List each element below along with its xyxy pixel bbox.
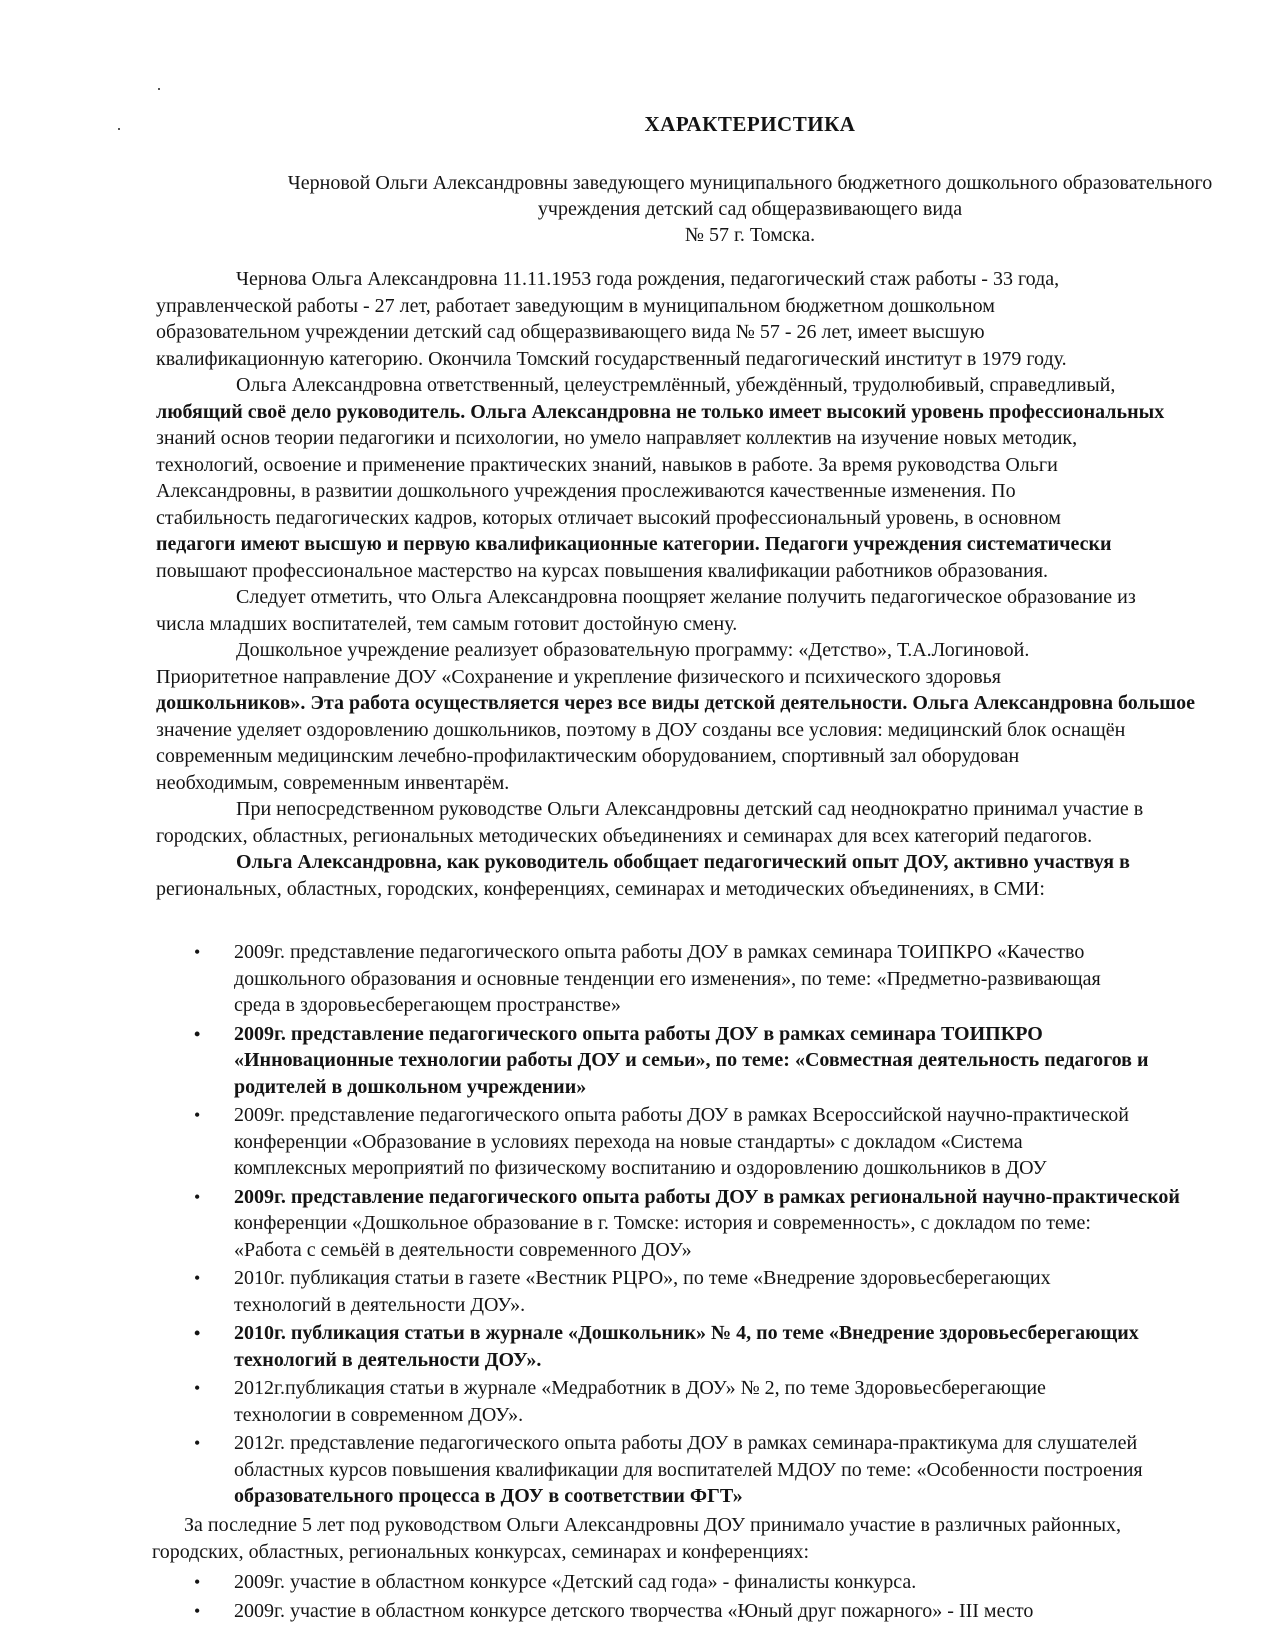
text-line: квалификационную категорию. Окончила Томский государственный педагогический институт в 1979 году. xyxy=(156,347,1067,370)
contest-list xyxy=(156,1569,1275,1626)
paragraph-qualities xyxy=(156,372,1275,399)
text-line: 2009г. представление педагогического опыта работы ДОУ в рамках семинара ТОИПКРО «Качество xyxy=(234,941,1085,963)
text-line: 2009г. участие в областном конкурсе детского творчества «Юный друг пожарного» - III место xyxy=(234,1599,1034,1622)
text-line: необходимым, современным инвентарём. xyxy=(156,771,510,794)
list-item xyxy=(156,1102,1275,1182)
paragraph-participation xyxy=(156,796,1275,823)
scan-speck xyxy=(158,88,160,90)
text-line: 2009г. участие в областном конкурсе «Детский сад года» - финалисты конкурса. xyxy=(234,1571,917,1593)
text-line: конференции «Дошкольное образование в г. Томске: история и современность», с докладом по теме: xyxy=(234,1212,1091,1234)
text-line: образовательного процесса в ДОУ в соответствии ФГТ» xyxy=(234,1485,743,1507)
text-line: Ольга Александровна ответственный, целеустремлённый, убеждённый, трудолюбивый, справедливый, xyxy=(236,374,1116,396)
paragraph-education xyxy=(156,584,1275,611)
text-line: 2009г. представление педагогического опыта работы ДОУ в рамках семинара ТОИПКРО xyxy=(234,1022,1043,1045)
paragraph-experience xyxy=(156,849,1275,876)
text-line: За последние 5 лет под руководством Ольги Александровны ДОУ принимало участие в различных районных, xyxy=(184,1514,1122,1536)
text-line: При непосредственном руководстве Ольги Александровны детский сад неоднократно принимал участие в xyxy=(236,798,1144,820)
document-subtitle xyxy=(0,170,1275,248)
text-line: управленческой работы - 27 лет, работает заведующим в муниципальном бюджетном дошкольном xyxy=(156,294,995,317)
text-line: Следует отметить, что Ольга Александровна поощряет желание получить педагогическое образование из xyxy=(236,586,1136,608)
text-line: 2009г. представление педагогического опыта работы ДОУ в рамках региональной научно-практической xyxy=(234,1185,1180,1208)
text-line: дошкольников». Эта работа осуществляется через все виды детской деятельности. Ольга Александровна большое xyxy=(156,692,1196,714)
list-item xyxy=(156,1375,1275,1428)
subtitle-line: Черновой Ольги Александровны заведующего муниципального бюджетного дошкольного образовательного xyxy=(287,172,1213,194)
experience-list xyxy=(156,939,1275,1512)
text-line: областных курсов повышения квалификации для воспитателей МДОУ по теме: «Особенности построения xyxy=(234,1458,1143,1481)
text-line: 2010г. публикация статьи в журнале «Дошкольник» № 4, по теме «Внедрение здоровьесберегающих xyxy=(234,1322,1139,1344)
text-line: конференции «Образование в условиях перехода на новые стандарты» с докладом «Система xyxy=(234,1130,1023,1153)
text-line: 2012г.публикация статьи в журнале «Медработник в ДОУ» № 2, по теме Здоровьесберегающие xyxy=(234,1377,1046,1399)
bullet-icon: • xyxy=(194,1105,201,1125)
subtitle-line: учреждения детский сад общеразвивающего вида xyxy=(537,198,963,220)
text-line: Чернова Ольга Александровна 11.11.1953 года рождения, педагогический стаж работы - 33 года, xyxy=(236,268,1060,290)
text-line: стабильность педагогических кадров, которых отличает высокий профессиональный уровень, в основном xyxy=(156,506,1061,529)
text-line: городских, областных, региональных методических объединениях и семинарах для всех категорий педагогов. xyxy=(156,824,1093,847)
bullet-icon: • xyxy=(194,1186,201,1207)
text-line: технологий в деятельности ДОУ». xyxy=(234,1348,542,1371)
text-line: технологий, освоение и применение практических знаний, навыков в работе. За время руководства Ольги xyxy=(156,453,1058,476)
text-line: знаний основ теории педагогики и психологии, но умело направляет коллектив на изучение новых методик, xyxy=(156,427,1078,449)
text-line: Ольга Александровна, как руководитель обобщает педагогический опыт ДОУ, активно участвуя в xyxy=(236,851,1130,873)
closing-paragraph xyxy=(152,1512,1272,1565)
text-line: дошкольного образования и основные тенденции его изменения», по теме: «Предметно-развивающая xyxy=(234,967,1101,990)
text-line: «Инновационные технологии работы ДОУ и семьи», по теме: «Совместная деятельность педагогов и xyxy=(234,1049,1149,1071)
bullet-icon: • xyxy=(194,1023,201,1044)
text-line: педагоги имеют высшую и первую квалификационные категории. Педагоги учреждения систематически xyxy=(156,533,1112,555)
paragraph-program xyxy=(156,637,1275,664)
text-line: повышают профессиональное мастерство на курсах повышения квалификации работников образования. xyxy=(156,559,1049,582)
bullet-icon: • xyxy=(194,1433,201,1453)
text-line: числа младших воспитателей, тем самым готовит достойную смену. xyxy=(156,612,738,635)
document-body xyxy=(156,266,1275,902)
list-item xyxy=(156,1569,1275,1596)
text-line: Александровны, в развитии дошкольного учреждения прослеживаются качественные изменения. По xyxy=(156,480,1016,502)
text-line: Приоритетное направление ДОУ «Сохранение и укрепление физического и психического здоровья xyxy=(156,665,1001,688)
list-item xyxy=(156,1021,1275,1101)
text-line xyxy=(152,1512,1272,1539)
bullet-icon: • xyxy=(194,1268,201,1288)
text-line: значение уделяет оздоровлению дошкольников, поэтому в ДОУ созданы все условия: медицинский блок оснащён xyxy=(156,718,1126,741)
text-line: технологий в деятельности ДОУ». xyxy=(234,1293,526,1316)
paragraph-biography xyxy=(156,266,1275,293)
text-line: 2010г. публикация статьи в газете «Вестник РЦРО», по теме «Внедрение здоровьесберегающих xyxy=(234,1267,1051,1289)
text-line: региональных, областных, городских, конференциях, семинарах и методических объединениях, в СМИ: xyxy=(156,877,1045,900)
document-title: ХАРАКТЕРИСТИКА xyxy=(644,112,856,136)
list-item xyxy=(156,939,1275,1019)
text-line: образовательном учреждении детский сад общеразвивающего вида № 57 - 26 лет, имеет высшую xyxy=(156,321,985,343)
text-line: 2009г. представление педагогического опыта работы ДОУ в рамках Всероссийской научно-практической xyxy=(234,1104,1130,1126)
list-item xyxy=(156,1598,1275,1625)
text-line: комплексных мероприятий по физическому воспитанию и оздоровлению дошкольников в ДОУ xyxy=(234,1157,1047,1179)
text-line: среда в здоровьесберегающем пространстве» xyxy=(234,994,621,1016)
text-line: технологии в современном ДОУ». xyxy=(234,1403,524,1426)
text-line: «Работа с семьёй в деятельности современного ДОУ» xyxy=(234,1238,692,1261)
text-line: городских, областных, региональных конкурсах, семинарах и конференциях: xyxy=(152,1540,810,1563)
bullet-icon: • xyxy=(194,942,201,962)
text-line: современным медицинским лечебно-профилактическим оборудованием, спортивный зал оборудован xyxy=(156,745,1020,767)
bullet-icon: • xyxy=(194,1323,201,1343)
bullet-icon: • xyxy=(194,1600,201,1621)
text-line: любящий своё дело руководитель. Ольга Александровна не только имеет высокий уровень профессиональных xyxy=(156,400,1165,423)
text-line: родителей в дошкольном учреждении» xyxy=(234,1075,587,1098)
text-line: Дошкольное учреждение реализует образовательную программу: «Детство», Т.А.Логиновой. xyxy=(236,639,1030,661)
list-item xyxy=(156,1265,1275,1318)
bullet-icon: • xyxy=(194,1378,201,1398)
list-item xyxy=(156,1184,1275,1264)
bullet-icon: • xyxy=(194,1572,201,1592)
list-item xyxy=(156,1430,1275,1510)
list-item xyxy=(156,1320,1275,1373)
subtitle-line: № 57 г. Томска. xyxy=(684,224,816,246)
text-line: 2012г. представление педагогического опыта работы ДОУ в рамках семинара-практикума для слушателей xyxy=(234,1432,1138,1454)
